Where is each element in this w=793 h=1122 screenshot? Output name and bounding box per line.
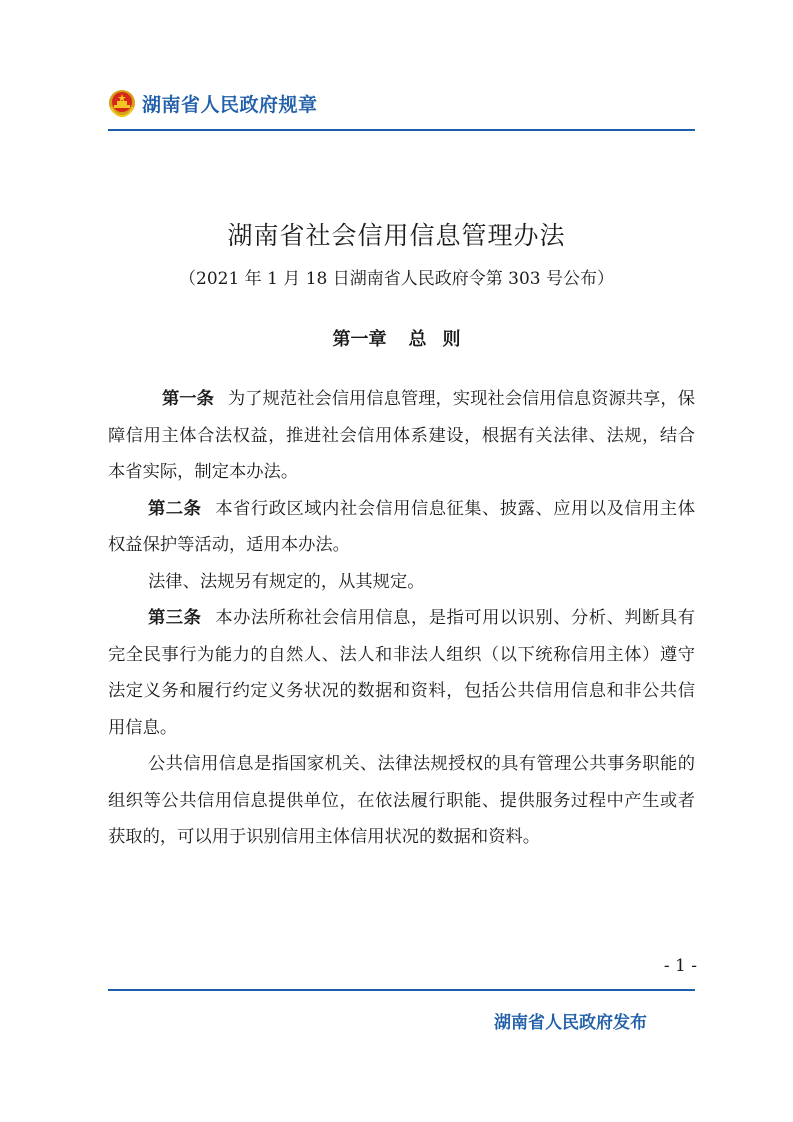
footer-publisher: 湖南省人民政府发布 [494, 1013, 647, 1033]
paragraph-text: 本省行政区域内社会信用信息征集、披露、应用以及信用主体权益保护等活动，适用本办法。 [108, 498, 695, 555]
chapter-heading [0, 325, 793, 351]
paragraph-text: 法律、法规另有规定的，从其规定。 [148, 571, 425, 592]
national-emblem-icon [108, 89, 136, 117]
chapter-name-part-1: 总 [408, 329, 427, 350]
footer-divider [108, 989, 695, 991]
page-number: - 1 - [663, 956, 697, 976]
chapter-name-part-2: 则 [442, 329, 461, 350]
document-subtitle: （2021 年 1 月 18 日湖南省人民政府令第 303 号公布） [179, 269, 614, 289]
paragraph-text: 公共信用信息是指国家机关、法律法规授权的具有管理公共事务职能的组织等公共信用信息提供单位，在依法履行职能、提供服务过程中产生或者获取的，可以用于识别信用主体信用状况的数据和资料。 [108, 754, 695, 847]
paragraph [108, 491, 695, 564]
paragraph-text: 本办法所称社会信用信息，是指可用以识别、分析、判断具有完全民事行为能力的自然人、法人和非法人组织（以下统称信用主体）遵守法定义务和履行约定义务状况的数据和资料，包括公共信用信息和非公共信用信息。 [108, 608, 695, 738]
article-number: 第三条 [148, 608, 202, 628]
article-number: 第一条 [162, 389, 214, 409]
paragraph-text: 为了规范社会信用信息管理，实现社会信用信息资源共享，保障信用主体合法权益，推进社会信用体系建设，根据有关法律、法规，结合本省实际，制定本办法。 [108, 389, 695, 482]
paragraph [108, 746, 695, 856]
document-title: 湖南省社会信用信息管理办法 [227, 221, 566, 250]
paragraph [108, 600, 695, 746]
chapter-number: 第一章 [332, 329, 387, 350]
header-divider [108, 129, 695, 131]
article-number: 第二条 [148, 498, 202, 519]
paragraph [108, 381, 695, 491]
page-header [108, 86, 318, 120]
document-body [108, 381, 695, 856]
paragraph [108, 564, 695, 601]
header-title: 湖南省人民政府规章 [142, 93, 318, 116]
